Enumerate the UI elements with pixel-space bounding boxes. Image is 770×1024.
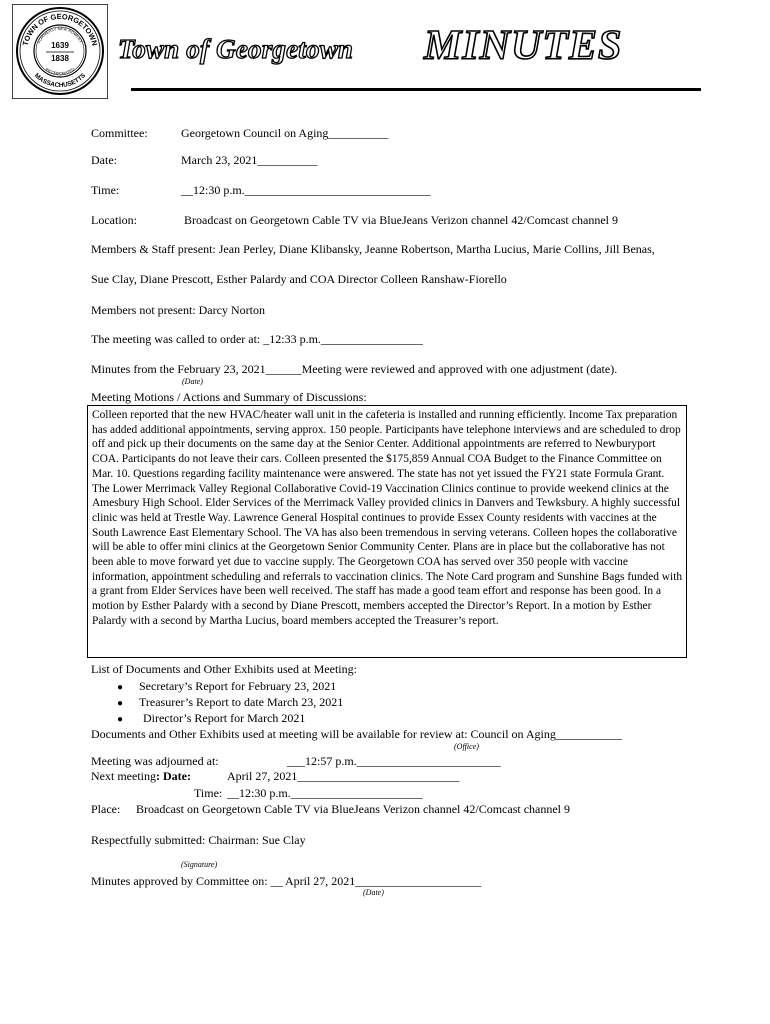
members-not-present: Members not present: Darcy Norton <box>91 303 265 317</box>
document-title: MINUTES <box>424 23 623 69</box>
document-list-item <box>117 679 123 695</box>
seal-inner-bottom-text: INCORPORATED <box>44 66 76 77</box>
minutes-from-line: Minutes from the February 23, 2021______Meeting were reviewed and approved with one adjustment (date). <box>91 362 618 376</box>
document-item-secretary: Secretary’s Report for February 23, 2021 <box>139 679 337 693</box>
next-meeting-date-label: : Date: <box>155 769 191 783</box>
time-label: Time: <box>91 183 120 197</box>
bullet-icon: ● <box>117 698 124 709</box>
next-meeting-text: Next meeting <box>91 769 156 783</box>
place-label: Place: <box>91 802 121 816</box>
bullet-icon: ● <box>117 682 124 693</box>
documents-available-line: Documents and Other Exhibits used at meeting will be available for review at: Council on Aging___________ <box>91 727 622 741</box>
approved-date-caption: (Date) <box>363 888 384 897</box>
summary-box <box>87 405 687 658</box>
adjourned-value: ___12:57 p.m.________________________ <box>287 754 501 768</box>
motions-heading: Meeting Motions / Actions and Summary of Discussions: <box>91 390 367 404</box>
location-value: Broadcast on Georgetown Cable TV via BlueJeans Verizon channel 42/Comcast channel 9 <box>184 213 619 227</box>
next-meeting-time-label: Time: <box>194 786 223 800</box>
members-present-line2: Sue Clay, Diane Prescott, Esther Palardy and COA Director Colleen Ranshaw-Fiorello <box>91 272 507 286</box>
office-caption: (Office) <box>454 742 479 751</box>
header-divider <box>131 88 701 91</box>
time-value: __12:30 p.m._______________________________ <box>181 183 431 197</box>
document-item-treasurer: Treasurer’s Report to date March 23, 2021 <box>139 695 344 709</box>
documents-heading: List of Documents and Other Exhibits used at Meeting: <box>91 662 357 676</box>
town-seal-frame <box>12 4 108 99</box>
respectfully-submitted: Respectfully submitted: Chairman: Sue Clay <box>91 833 306 847</box>
bullet-icon: ● <box>117 714 124 725</box>
town-title: Town of Georgetown <box>118 34 354 64</box>
place-value: Broadcast on Georgetown Cable TV via BlueJeans Verizon channel 42/Comcast channel 9 <box>136 802 571 816</box>
next-meeting-time-value: __12:30 p.m.______________________ <box>227 786 423 800</box>
document-list-item <box>117 695 123 711</box>
adjourned-label: Meeting was adjourned at: <box>91 754 219 768</box>
members-present-line1: Members & Staff present: Jean Perley, Diane Klibansky, Jeanne Robertson, Martha Lucius, Marie Collins, Jill Benas, <box>91 242 655 256</box>
document-item-director: Director’s Report for March 2021 <box>143 711 306 725</box>
committee-value: Georgetown Council on Aging__________ <box>181 126 389 140</box>
called-to-order: The meeting was called to order at: _12:33 p.m._________________ <box>91 332 423 346</box>
committee-label: Committee: <box>91 126 148 140</box>
minutes-date-caption: (Date) <box>182 377 203 386</box>
next-meeting-label <box>91 769 191 783</box>
seal-bottom-text: MASSACHUSETTS <box>32 72 88 90</box>
next-meeting-date-value: April 27, 2021___________________________ <box>227 769 460 783</box>
minutes-approved-line: Minutes approved by Committee on: __ April 27, 2021_____________________ <box>91 874 482 888</box>
location-label: Location: <box>91 213 137 227</box>
summary-text: Colleen reported that the new HVAC/heater wall unit in the cafeteria is installed and running efficiently. Income Tax preparation has added additional appointments, serving approx. 150 people. Participants have telephone interviews and are scheduled to drop off and pick up their documents on the same day at the Senior Center. Additional appointments are referred to Newburyport COA. Participants do not leave their cars. Colleen presented the $175,859 Annual COA Budget to the Finance Committee on Mar. 10. Questions regarding facility maintenance were answered. The state has not yet issued the FY21 state Formula Grant. The Lower Merrimack Valley Regional Collaborative Covid-19 Vaccination Clinics continue to provide weekend clinics at the Amesbury High School. Elder Services of the Merrimack Valley provided clinics in Danvers and Tewksbury. A highly successful clinic was held at Trestle Way. Lawrence General Hospital continues to provide Essex County residents with vaccines at the South Lawrence East Elementary School. The VA has also been tremendous in serving veterans. Colleen hopes the collaborative will be able to offer mini clinics at the Georgetown Senior Community Center. Plans are in place but the collaborative has not been able to move forward yet due to vaccine supply. The Georgetown COA has served over 350 people with vaccine information, appointment scheduling and referrals to vaccination clinics. The Note Card program and Sunshine Bags funded with a grant from Elder Services have been well received. The staff has made a good team effort and response has been good. In a motion by Esther Palardy with a second by Diane Prescott, members accepted the Director’s Report. In a motion by Esther Palardy with a second by Martha Lucius, board members accepted the Treasurer’s report. <box>92 409 683 627</box>
seal-year-1838: 1838 <box>51 54 69 63</box>
town-seal-icon <box>13 5 107 98</box>
document-list-item <box>117 711 123 727</box>
date-value: March 23, 2021__________ <box>181 153 318 167</box>
date-label: Date: <box>91 153 117 167</box>
seal-year-1639: 1639 <box>51 41 69 50</box>
seal-top-text: TOWN OF GEORGETOWN <box>20 11 100 47</box>
signature-caption: (Signature) <box>181 860 218 869</box>
seal-inner-top-text: FORMERLY NEW ROWLEY <box>36 25 84 44</box>
